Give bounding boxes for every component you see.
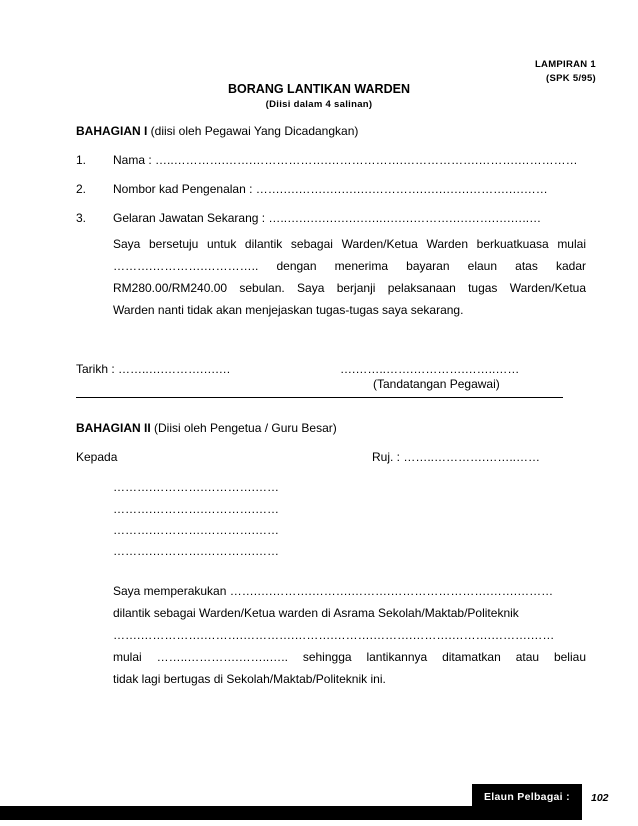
address-line[interactable]: ……….………….………….……: [113, 544, 280, 558]
officer-signature-label: (Tandatangan Pegawai): [373, 377, 500, 391]
section-2-certification: [113, 580, 586, 690]
item-2-number: 2.: [76, 182, 87, 196]
page-number: 102: [591, 792, 609, 804]
certification-line: …….…………….……….………….……….……….……….……….……….……….……: [113, 628, 555, 642]
certification-line: tidak lagi bertugas di Sekolah/Maktab/Politeknik ini.: [113, 672, 386, 686]
job-title-field[interactable]: Gelaran Jawatan Sekarang : …..….….….….….…..….….……….….…….….…..…: [113, 211, 542, 225]
section-1-heading-bold: BAHAGIAN I: [76, 124, 148, 138]
form-title: BORANG LANTIKAN WARDEN: [228, 82, 410, 96]
certification-line: dilantik sebagai Warden/Ketua warden di Asrama Sekolah/Maktab/Politeknik: [113, 606, 519, 620]
section-2-heading-bold: BAHAGIAN II: [76, 421, 151, 435]
certification-line: Saya memperakukan …….….……….……….……….…………………….…….………: [113, 584, 554, 598]
section-1-heading-rest: (diisi oleh Pegawai Yang Dicadangkan): [147, 124, 359, 138]
kepada-label: Kepada: [76, 450, 118, 464]
lampiran-number: LAMPIRAN 1: [534, 59, 596, 70]
declaration-line: Saya bersetuju untuk dilantik sebagai Warden/Ketua Warden berkuatkuasa mulai: [113, 237, 586, 251]
address-line[interactable]: ……….………….………….……: [113, 480, 280, 494]
footer-label: Elaun Pelbagai :: [484, 791, 570, 803]
ic-number-field[interactable]: Nombor kad Pengenalan : …….….…….….….….………….….….….……….….……: [113, 182, 548, 196]
date-field[interactable]: Tarikh : ……..….……….….…: [76, 362, 231, 376]
name-field[interactable]: Nama : …..………….…….……………….……………….……………….……….……………: [113, 153, 578, 167]
declaration-line: ……….………….………….. dengan menerima bayaran elaun atas kadar: [113, 259, 586, 273]
officer-signature-line[interactable]: ….……..…….………….……..……: [340, 362, 520, 376]
item-1-number: 1.: [76, 153, 87, 167]
declaration-line: Warden nanti tidak akan menjejaskan tugas-tugas saya sekarang.: [113, 303, 464, 317]
item-3-number: 3.: [76, 211, 87, 225]
form-subtitle: (Diisi dalam 4 salinan): [265, 99, 373, 110]
address-line[interactable]: ……….………….………….……: [113, 502, 280, 516]
section-divider: [76, 397, 563, 398]
certification-line: mulai ……..………….……..….. sehingga lantikannya ditamatkan atau beliau: [113, 650, 586, 664]
section-2-heading-rest: (Diisi oleh Pengetua / Guru Besar): [150, 421, 337, 435]
declaration-line: RM280.00/RM240.00 sebulan. Saya berjanji pelaksanaan tugas Warden/Ketua: [113, 281, 586, 295]
section-1-heading: [76, 124, 358, 138]
section-1-declaration: [113, 233, 586, 321]
document-reference: (SPK 5/95): [546, 73, 596, 84]
address-line[interactable]: ……….………….………….……: [113, 523, 280, 537]
section-2-heading: [76, 421, 337, 435]
reference-field[interactable]: Ruj. : ……..………….……..……: [372, 450, 541, 464]
